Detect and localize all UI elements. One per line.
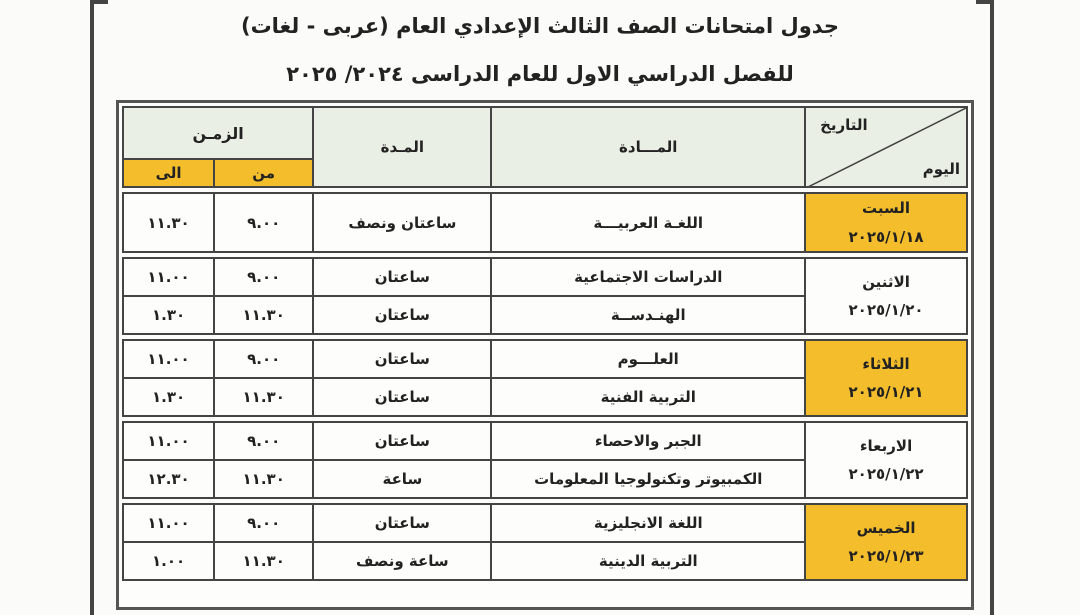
time-to-cell: ١١.٣٠ <box>123 193 214 252</box>
table-row <box>123 193 967 252</box>
time-to-cell: ١.٣٠ <box>123 296 214 334</box>
day-date: ٢٠٢٥/١/١٨ <box>848 227 924 246</box>
page-frame-corner <box>976 0 994 4</box>
time-to-cell: ١.٣٠ <box>123 378 214 416</box>
subject-cell: اللغة الانجليزية <box>491 504 805 542</box>
subject-cell: الهنـدســة <box>491 296 805 334</box>
time-from-cell: ١١.٣٠ <box>214 378 313 416</box>
subject-cell: الكمبيوتر وتكنولوجيا المعلومات <box>491 460 805 498</box>
time-from-cell: ٩.٠٠ <box>214 504 313 542</box>
table-row <box>123 504 967 542</box>
duration-cell: ساعتان <box>313 378 491 416</box>
time-to-cell: ١٢.٣٠ <box>123 460 214 498</box>
subject-cell: الدراسات الاجتماعية <box>491 258 805 296</box>
table-row <box>123 258 967 296</box>
time-from-cell: ٩.٠٠ <box>214 422 313 460</box>
duration-cell: ساعتان <box>313 296 491 334</box>
subject-cell: اللغـة العربيـــة <box>491 193 805 252</box>
day-name: الاربعاء <box>859 436 913 455</box>
header-date-day <box>805 107 967 187</box>
time-from-cell: ١١.٣٠ <box>214 460 313 498</box>
day-name: السبت <box>862 199 911 217</box>
time-to-cell: ١١.٠٠ <box>123 504 214 542</box>
day-name: الخميس <box>856 518 916 537</box>
time-to-cell: ١.٠٠ <box>123 542 214 580</box>
duration-cell: ساعتان <box>313 422 491 460</box>
subject-cell: التربية الفنية <box>491 378 805 416</box>
time-from-cell: ٩.٠٠ <box>214 258 313 296</box>
page-frame-corner <box>90 0 108 4</box>
day-name: الاثنين <box>862 272 910 291</box>
header-subject: المـــادة <box>491 107 805 187</box>
page-frame-right <box>990 0 994 615</box>
time-from-cell: ١١.٣٠ <box>214 542 313 580</box>
header-duration: المـدة <box>313 107 491 187</box>
header-day: اليوم <box>922 160 960 178</box>
time-to-cell: ١١.٠٠ <box>123 258 214 296</box>
day-date: ٢٠٢٥/١/٢٠ <box>848 301 924 319</box>
table-row <box>123 422 967 460</box>
time-to-cell: ١١.٠٠ <box>123 340 214 378</box>
duration-cell: ساعتان <box>313 340 491 378</box>
day-name: الثلاثاء <box>862 354 910 373</box>
duration-cell: ساعتان <box>313 258 491 296</box>
day-cell <box>805 422 967 498</box>
document-title: جدول امتحانات الصف الثالث الإعدادي العام (عربى - لغات) <box>240 14 840 38</box>
duration-cell: ساعة ونصف <box>313 542 491 580</box>
table-row <box>123 340 967 378</box>
day-date: ٢٠٢٥/١/٢١ <box>848 383 924 401</box>
header-from: من <box>214 159 313 187</box>
day-cell <box>805 258 967 334</box>
day-cell <box>805 340 967 416</box>
time-from-cell: ١١.٣٠ <box>214 296 313 334</box>
subject-cell: العلـــوم <box>491 340 805 378</box>
duration-cell: ساعتان ونصف <box>313 193 491 252</box>
document-subtitle: للفصل الدراسي الاول للعام الدراسى ٢٠٢٤/ ٢٠٢٥ <box>286 62 794 86</box>
page-frame-left <box>90 0 94 615</box>
duration-cell: ساعة <box>313 460 491 498</box>
time-to-cell: ١١.٠٠ <box>123 422 214 460</box>
header-time: الزمـن <box>123 107 313 159</box>
subject-cell: الجبر والاحصاء <box>491 422 805 460</box>
day-date: ٢٠٢٥/١/٢٢ <box>848 465 924 483</box>
exam-schedule-table <box>122 106 968 581</box>
header-to: الى <box>123 159 214 187</box>
subject-cell: التربية الدينية <box>491 542 805 580</box>
duration-cell: ساعتان <box>313 504 491 542</box>
time-from-cell: ٩.٠٠ <box>214 340 313 378</box>
day-date: ٢٠٢٥/١/٢٣ <box>848 547 924 565</box>
time-from-cell: ٩.٠٠ <box>214 193 313 252</box>
day-cell <box>805 193 967 252</box>
day-cell <box>805 504 967 580</box>
header-date: التاريخ <box>820 116 868 134</box>
